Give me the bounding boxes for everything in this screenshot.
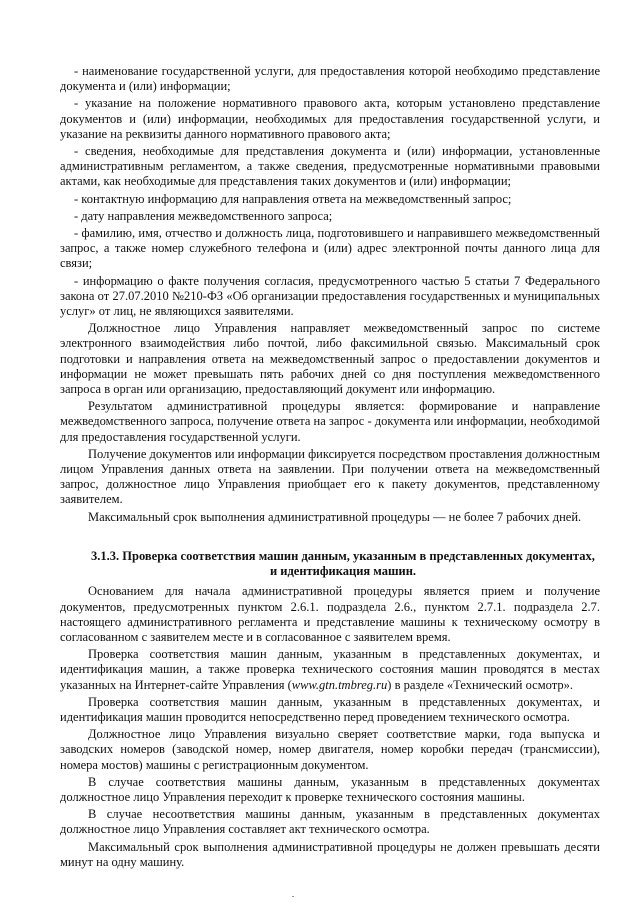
list-item-request-date: - дату направления межведомственного запроса; [74, 208, 333, 223]
list-item-contact-info: - контактную информацию для направления ответа на межведомственный запрос; [74, 191, 512, 206]
paragraph-match-case: В случае соответствия машины данным, указанным в представленных документах должностное лицо Управления переходит к проверке технического состояния машины. [60, 774, 600, 804]
paragraph-procedure-basis: Основанием для начала административной процедуры является прием и получение документов, предусмотренных пунктом 2.6.1. подраздела 2.6., пунктом 2.7.1. подраздела 2.7. настоящего административного регламента и представление машины к техническому осмотру в согласованном с заявителем месте и в согласованное с заявителем время. [60, 584, 600, 644]
list-item-service-name: - наименование государственной услуги, для предоставления которой необходимо представление документа и (или) информации; [60, 64, 600, 94]
paragraph-request-sending: Должностное лицо Управления направляет межведомственный запрос по системе электронного взаимодействия либо почтой, либо факсимильной связью. Максимальный срок подготовки и направления ответа на межведомственный запрос о предоставлении документов и информации не может превышать пять рабочих дней со дня поступления межведомственного запроса в орган или организацию, предоставляющий документ или информацию. [60, 321, 600, 397]
paragraph-check-timing: Проверка соответствия машин данным, указанным в представленных документах, и идентификация машин проводится непосредственно перед проведением технического осмотра. [60, 694, 600, 724]
inspection-location-text-end: ) в разделе «Технический осмотр». [387, 677, 573, 692]
paragraph-time-limit: Максимальный срок выполнения административной процедуры не должен превышать десяти минут на одну машину. [60, 839, 600, 869]
paragraph-inspection-location [60, 647, 600, 693]
list-item-official-name: - фамилию, имя, отчество и должность лица, подготовившего и направившего межведомственный запрос, а также номер служебного телефона и (или) адрес электронной почты данного лица для связи; [60, 226, 600, 271]
inspection-location-text-start: Проверка соответствия машин данным, указанным в представленных документах, и идентификация машин, а также проверка технического состояния машин проводятся в местах указанных на Интернет-сайте Управления ( [60, 647, 600, 692]
list-item-legal-act: - указание на положение нормативного правового акта, которым установлено представление документов и (или) информации, необходимых для предоставления государственной услуги, и указание на реквизиты данного нормативного правового акта; [60, 96, 600, 141]
document-body [60, 64, 600, 870]
section-heading: 3.1.3. Проверка соответствия машин данным, указанным в представленных документах, и идентификация машин. [91, 548, 595, 579]
paragraph-visual-check: Должностное лицо Управления визуально сверяет соответствие марки, года выпуска и заводских номеров (заводской номер, номер двигателя, номер коробки передач (трансмиссии), номера мостов) машины с регистрационным документом. [60, 727, 600, 772]
paragraph-mismatch-case: В случае несоответствия машины данным, указанным в представленных документах должностное лицо Управления составляет акт технического осмотра. [60, 807, 600, 837]
list-item-required-info: - сведения, необходимые для представления документа и (или) информации, установленные административным регламентом, а также сведения, предусмотренные нормативными правовыми актами, как необходимые для представления таких документов и (или) информации; [60, 144, 600, 189]
page-mark [292, 896, 294, 897]
paragraph-response-recording: Получение документов или информации фиксируется посредством проставления должностным лицом Управления данных ответа на заявлении. При получении ответа на межведомственный запрос, должностное лицо Управления приобщает его к пакету документов, представленному заявителем. [60, 446, 600, 507]
website-link[interactable]: www.gtn.tmbreg.ru [291, 677, 388, 692]
paragraph-procedure-result: Результатом административной процедуры является: формирование и направление межведомственного запроса, получение ответа на запрос - документа или информации, необходимой для предоставления государственной услуги. [60, 399, 600, 444]
list-item-consent-info: - информацию о факте получения согласия, предусмотренного частью 5 статьи 7 Федерального закона от 27.07.2010 №210-ФЗ «Об организации предоставления государственных и муниципальных услуг» от лиц, не являющихся заявителями. [60, 273, 600, 319]
paragraph-max-duration: Максимальный срок выполнения административной процедуры — не более 7 рабочих дней. [88, 509, 582, 524]
